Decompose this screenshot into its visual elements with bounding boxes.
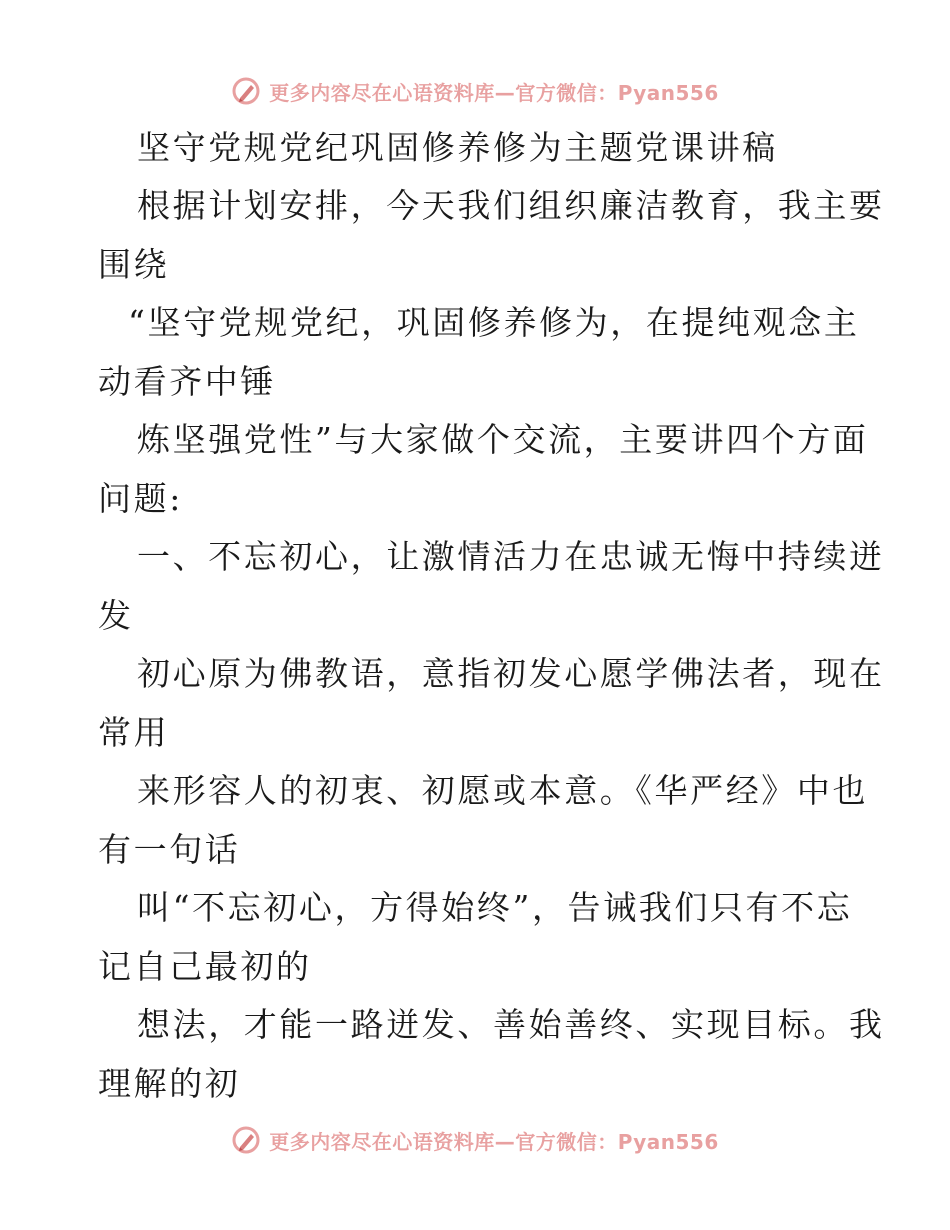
- section-heading: 一、不忘初心，让激情活力在忠诚无悔中持续迸: [137, 537, 885, 576]
- paragraph-line: 问题:: [98, 479, 183, 518]
- paragraph-line: 初心原为佛教语，意指初发心愿学佛法者，现在: [137, 654, 885, 693]
- paragraph-line: 叫“不忘初心，方得始终”，告诫我们只有不忘: [137, 888, 853, 927]
- watermark-banner-top: [0, 71, 950, 111]
- paragraph-line: 记自己最初的: [98, 947, 312, 986]
- paragraph-line: 常用: [98, 713, 170, 752]
- paragraph-line: 理解的初: [98, 1064, 241, 1103]
- watermark-text-bottom: 更多内容尽在心语资料库—官方微信：Pyan556: [269, 1129, 719, 1154]
- section-heading: 发: [98, 596, 134, 635]
- paragraph-line: 有一句话: [98, 830, 241, 869]
- pen-logo-icon: [231, 1125, 261, 1155]
- document-title: 坚守党规党纪巩固修养修为主题党课讲稿: [137, 128, 778, 167]
- paragraph-line: 动看齐中锤: [98, 362, 276, 401]
- paragraph-line: 来形容人的初衷、初愿或本意。《华严经》中也: [137, 771, 869, 810]
- paragraph-line: 围绕: [98, 245, 170, 284]
- watermark-banner-bottom: [0, 1120, 950, 1160]
- paragraph-line: 想法，才能一路迸发、善始善终、实现目标。我: [137, 1005, 885, 1044]
- pen-logo-icon: [231, 76, 261, 106]
- paragraph-line: 炼坚强党性”与大家做个交流，主要讲四个方面: [137, 420, 869, 459]
- watermark-text-top: 更多内容尽在心语资料库—官方微信：Pyan556: [269, 80, 719, 105]
- paragraph-line: “坚守党规党纪，巩固修养修为，在提纯观念主: [128, 303, 860, 342]
- paragraph-line: 根据计划安排，今天我们组织廉洁教育，我主要: [137, 186, 885, 225]
